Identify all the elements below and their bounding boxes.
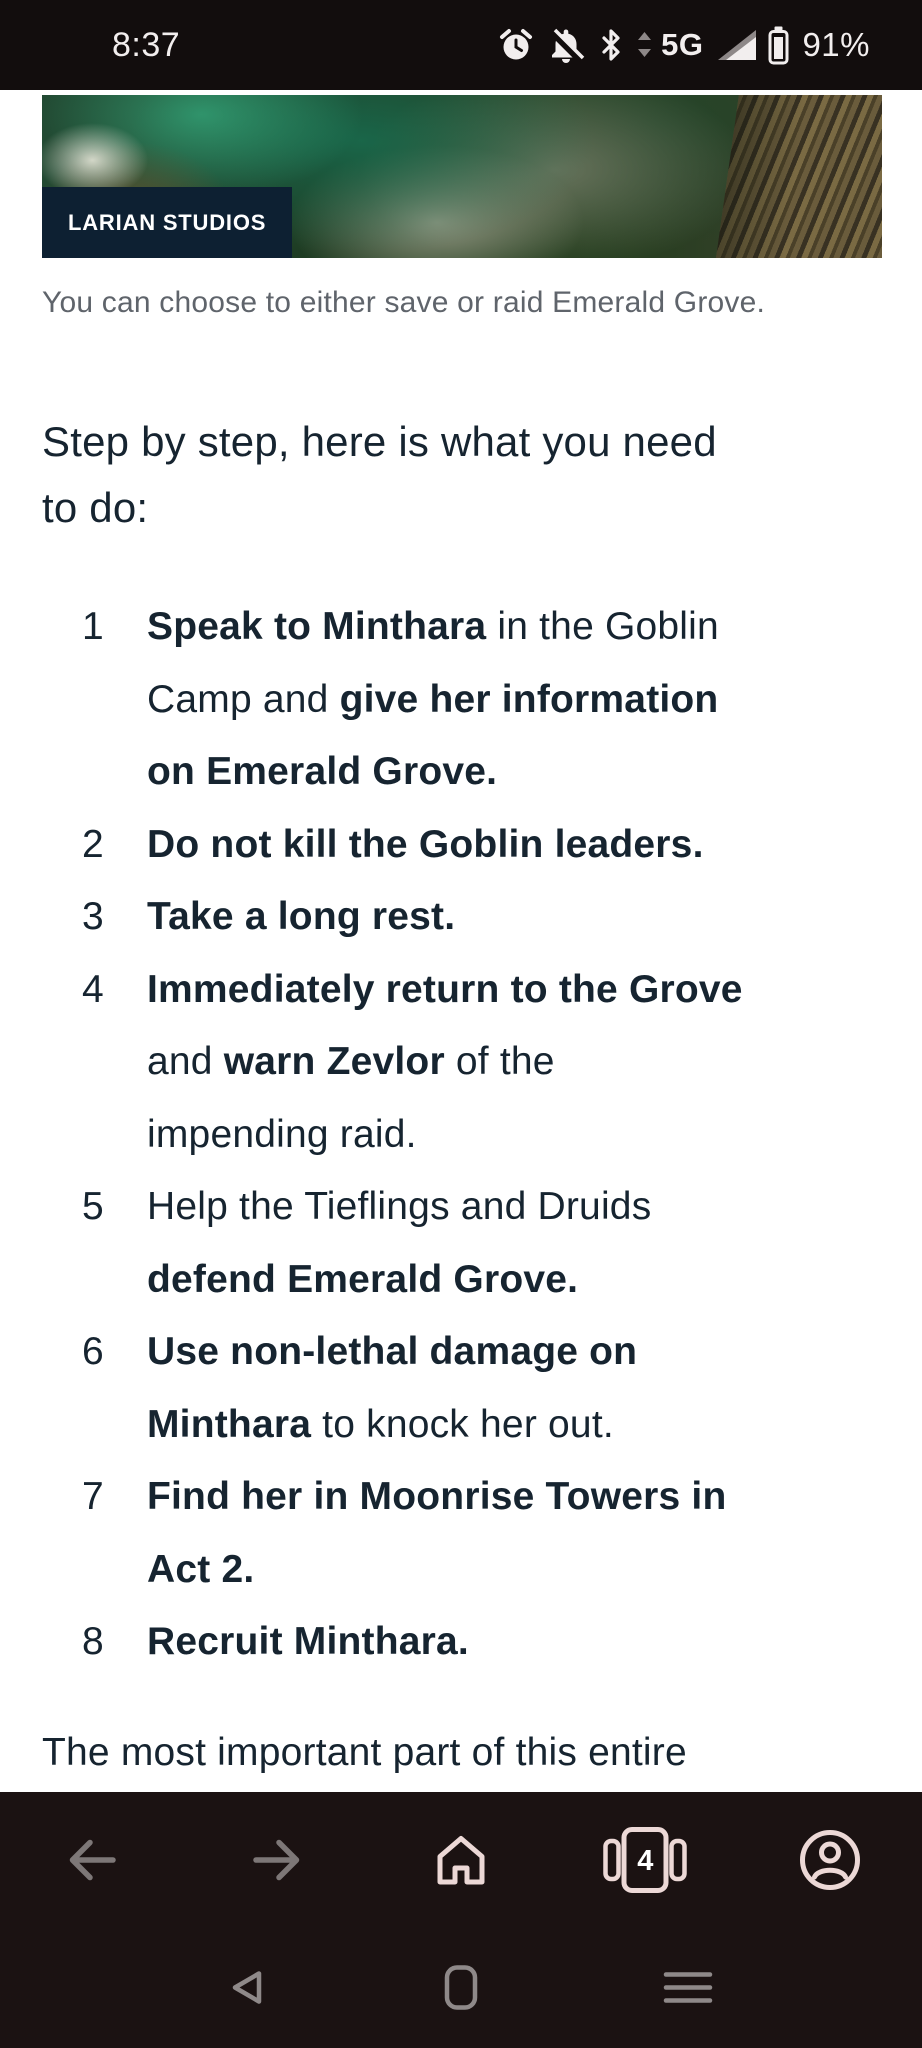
list-item: 7 Find her in Moonrise Towers in Act 2. bbox=[42, 1461, 902, 1606]
image-caption: You can choose to either save or raid Emerald Grove. bbox=[42, 286, 766, 319]
bottom-bar bbox=[0, 1792, 922, 2048]
system-home-button[interactable] bbox=[438, 1962, 484, 2019]
step-number: 7 bbox=[82, 1475, 104, 1518]
steps-list bbox=[42, 591, 902, 1679]
tab-count-badge: 4 bbox=[637, 1844, 654, 1877]
browser-nav-bar bbox=[0, 1792, 922, 1932]
step-number: 6 bbox=[82, 1330, 104, 1373]
step-number: 1 bbox=[82, 605, 104, 648]
list-item: 2 Do not kill the Goblin leaders. bbox=[42, 809, 902, 882]
step-number: 2 bbox=[82, 822, 104, 866]
list-item: 6 Use non-lethal damage on Minthara to knock her out. bbox=[42, 1316, 902, 1461]
battery-percent-label: 91% bbox=[802, 26, 870, 63]
tab-switcher-button[interactable] bbox=[590, 1807, 700, 1917]
forward-arrow-icon bbox=[246, 1829, 308, 1896]
list-item: 1 Speak to Minthara in the Goblin Camp and give her information on Emerald Grove. bbox=[42, 591, 902, 809]
list-item: 8 Recruit Minthara. bbox=[42, 1606, 902, 1679]
closing-paragraph: The most important part of this entire bbox=[42, 1731, 687, 1774]
back-arrow-icon bbox=[61, 1829, 123, 1896]
forward-button[interactable] bbox=[222, 1807, 332, 1917]
status-icons bbox=[498, 25, 870, 65]
system-menu-icon bbox=[661, 1966, 715, 2015]
network-type-label: 5G bbox=[661, 27, 704, 62]
hero-image bbox=[42, 95, 882, 258]
profile-button[interactable] bbox=[775, 1807, 885, 1917]
system-back-button[interactable] bbox=[224, 1965, 270, 2016]
image-credit-badge: LARIAN STUDIOS bbox=[42, 187, 292, 258]
section-heading-line: Step by step, here is what you need bbox=[42, 418, 717, 465]
alarm-icon bbox=[498, 27, 534, 63]
home-button[interactable] bbox=[406, 1807, 516, 1917]
back-button[interactable] bbox=[37, 1807, 147, 1917]
step-number: 5 bbox=[82, 1185, 104, 1228]
list-item: 3 Take a long rest. bbox=[42, 881, 902, 954]
step-number: 8 bbox=[82, 1620, 104, 1663]
system-nav-bar bbox=[0, 1952, 922, 2028]
network-activity-arrows-icon bbox=[637, 31, 652, 59]
system-home-square-icon bbox=[438, 1962, 484, 2019]
system-back-triangle-icon bbox=[224, 1965, 270, 2016]
notifications-off-icon bbox=[547, 26, 585, 64]
step-number: 3 bbox=[82, 895, 104, 938]
section-heading-line: to do: bbox=[42, 484, 149, 531]
system-menu-button[interactable] bbox=[661, 1966, 715, 2015]
list-item: 4 Immediately return to the Grove and warn Zevlor of the impending raid. bbox=[42, 954, 902, 1172]
list-item: 5 Help the Tieflings and Druids defend Emerald Grove. bbox=[42, 1171, 902, 1316]
home-icon bbox=[429, 1828, 493, 1897]
bluetooth-icon bbox=[598, 27, 624, 63]
step-number: 4 bbox=[82, 967, 104, 1011]
profile-icon bbox=[797, 1827, 863, 1898]
clock-label: 8:37 bbox=[112, 25, 181, 64]
status-bar bbox=[0, 0, 922, 90]
signal-icon bbox=[716, 28, 758, 62]
battery-icon bbox=[768, 25, 789, 65]
section-heading bbox=[42, 409, 892, 541]
